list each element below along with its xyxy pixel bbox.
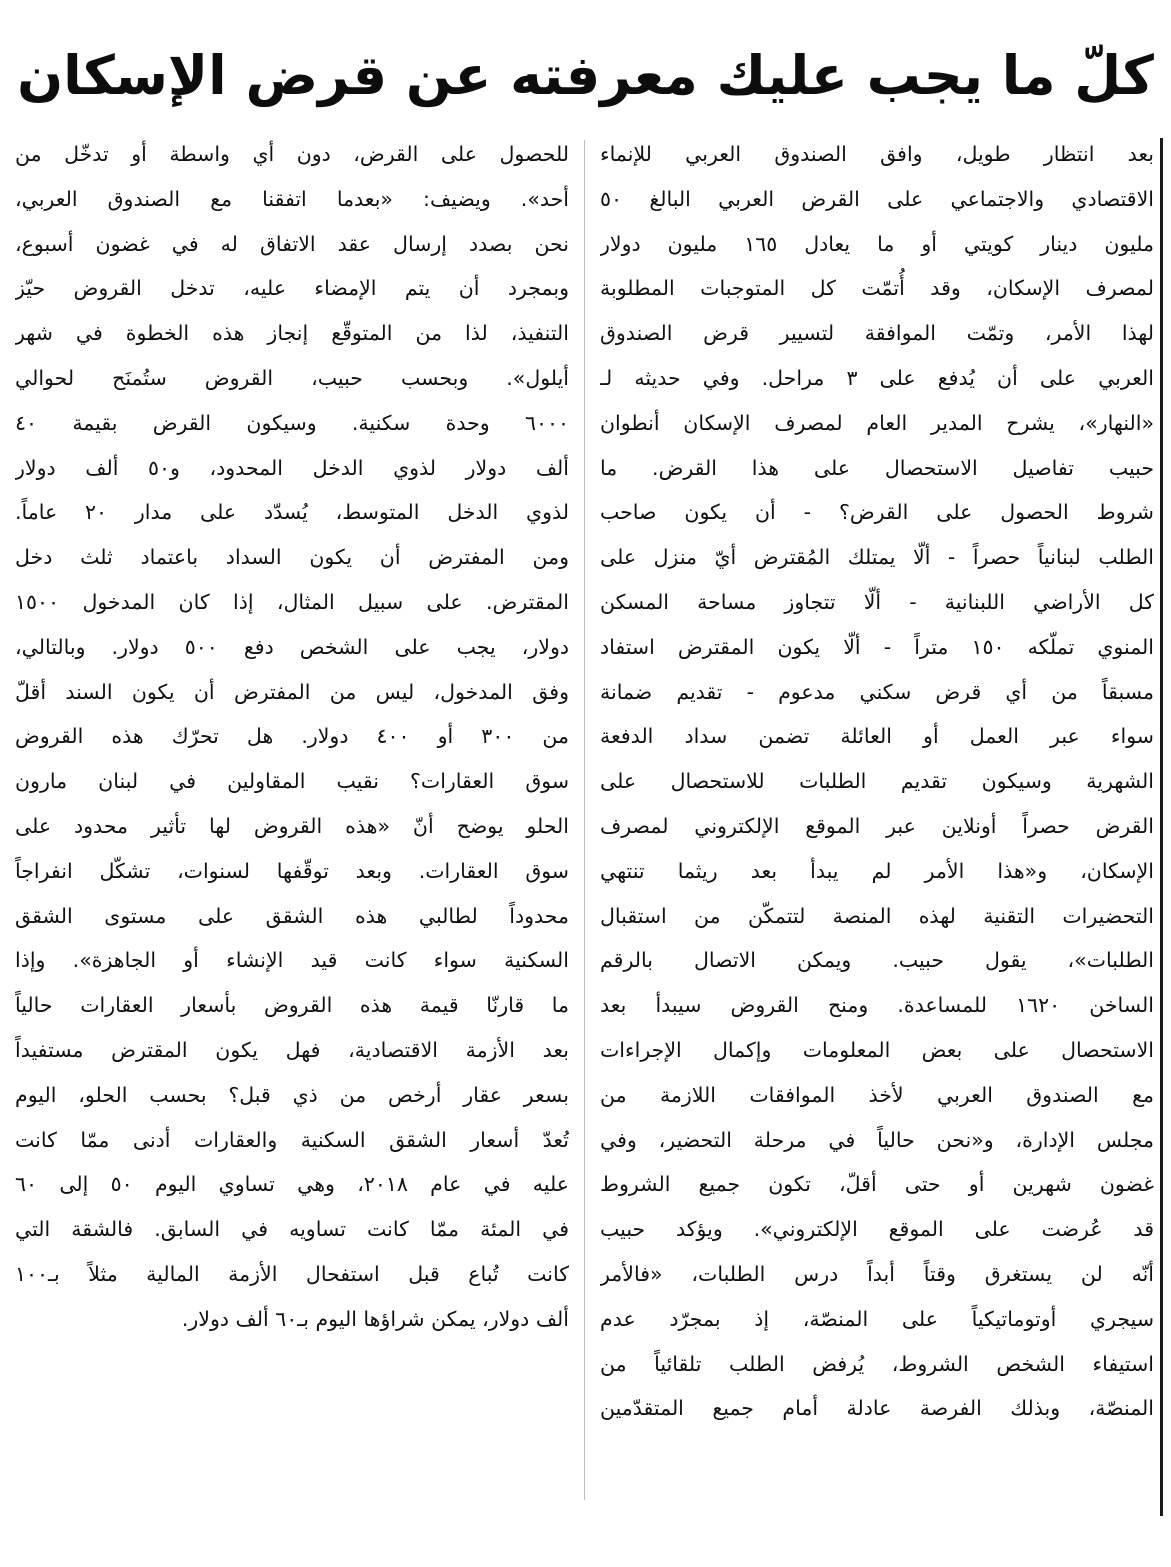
text-line: غضون شهرين أو حتى أقلّ، تكون جميع الشروط: [600, 1172, 1154, 1197]
text-line: نحن بصدد إرسال عقد الاتفاق له في غضون أسبوع،: [15, 231, 569, 256]
text-line: محدوداً لطالبي هذه الشقق على مستوى الشقق: [15, 903, 569, 928]
text-line: أنّه لن يستغرق وقتاً أبداً درس الطلبات، «فالأمر: [600, 1261, 1154, 1286]
text-line: سوق العقارات. وبعد توقّفها لسنوات، تشكّل انفراجاً: [15, 858, 569, 883]
text-line: سواء عبر العمل أو العائلة تضمن سداد الدفعة: [600, 724, 1154, 749]
text-line: الاستحصال على بعض المعلومات وإكمال الإجراءات: [600, 1037, 1154, 1062]
text-line: من ٣٠٠ أو ٤٠٠ دولار. هل تحرّك هذه القروض: [15, 724, 569, 749]
text-line: حبيب تفاصيل الاستحصال على هذا القرض. ما: [600, 455, 1154, 480]
text-line: لهذا الأمر، وتمّت الموافقة لتسيير قرض الصندوق: [600, 321, 1154, 346]
column-divider: [584, 140, 585, 1500]
text-line: الإسكان، و«هذا الأمر لم يبدأ بعد ريثما تنتهي: [600, 858, 1154, 883]
text-line: دولار، يجب على الشخص دفع ٥٠٠ دولار. وبالتالي،: [15, 634, 569, 659]
text-line: تُعدّ أسعار الشقق السكنية والعقارات أدنى ممّا كانت: [15, 1127, 569, 1152]
text-line: بسعر عقار أرخص من ذي قبل؟ بحسب الحلو، اليوم: [15, 1082, 569, 1107]
text-line: الطلبات»، يقول حبيب. ويمكن الاتصال بالرقم: [600, 948, 1154, 973]
text-line: مع الصندوق العربي لأخذ الموافقات اللازمة من: [600, 1082, 1154, 1107]
text-line: وبمجرد أن يتم الإمضاء عليه، تدخل القروض حيّز: [15, 276, 569, 301]
text-line: سيجري أوتوماتيكياً على المنصّة، إذ بمجرّد عدم: [600, 1306, 1154, 1331]
text-line: عليه في عام ٢٠١٨، وهي تساوي اليوم ٥٠ إلى ٦٠: [15, 1172, 569, 1197]
text-line: التنفيذ، لذا من المتوقّع إنجاز هذه الخطوة في شهر: [15, 321, 569, 346]
text-line: أيلول». وبحسب حبيب، القروض ستُمنَح لحوالي: [15, 365, 569, 390]
page-edge-bar: [1160, 138, 1163, 1516]
text-line: استيفاء الشخص الشروط، يُرفض الطلب تلقائياً من: [600, 1351, 1154, 1376]
text-line: المنصّة، وبذلك الفرصة عادلة أمام جميع المتقدّمين: [600, 1396, 1154, 1421]
text-line: بعد انتظار طويل، وافق الصندوق العربي للإنماء: [600, 142, 1154, 166]
text-line: ما قارنّا قيمة هذه القروض بأسعار العقارات حالياً: [15, 993, 569, 1018]
text-line: ألف دولار، يمكن شراؤها اليوم بـ٦٠ ألف دولار.: [181, 1306, 569, 1331]
text-line: العربي على أن يُدفع على ٣ مراحل. وفي حديثه لـ: [600, 365, 1154, 390]
column-right: [600, 132, 1154, 1532]
text-line: الطلب لبنانياً حصراً - ألّا يمتلك المُقترض أيّ منزل على: [600, 545, 1154, 570]
text-line: المنوي تملّكه ١٥٠ متراً - ألّا يكون المقترض استفاد: [600, 634, 1154, 659]
text-line: التحضيرات التقنية لهذه المنصة لتتمكّن من استقبال: [600, 903, 1154, 928]
text-line: للحصول على القرض، دون أي واسطة أو تدخّل من: [15, 142, 569, 166]
text-line: كل الأراضي اللبنانية - ألّا تتجاوز مساحة المسكن: [600, 589, 1154, 614]
text-line: الحلو يوضح أنّ «هذه القروض لها تأثير محدود على: [15, 813, 569, 838]
text-line: بعد الأزمة الاقتصادية، فهل يكون المقترض مستفيداً: [15, 1037, 569, 1062]
text-line: الاقتصادي والاجتماعي على القرض العربي البالغ ٥٠: [600, 186, 1154, 211]
text-line: ألف دولار لذوي الدخل المحدود، و٥٠ ألف دولار: [15, 455, 569, 480]
text-line: المقترض. على سبيل المثال، إذا كان المدخول ١٥٠٠: [15, 589, 569, 614]
text-line: «النهار»، يشرح المدير العام لمصرف الإسكان أنطوان: [600, 410, 1154, 435]
text-line: الساخن ١٦٢٠ للمساعدة. ومنح القروض سيبدأ بعد: [600, 993, 1154, 1018]
text-line: سوق العقارات؟ نقيب المقاولين في لبنان مارون: [15, 769, 569, 794]
text-line: لمصرف الإسكان، وقد أُتمّت كل المتوجبات المطلوبة: [600, 276, 1154, 301]
text-line: السكنية سواء كانت قيد الإنشاء أو الجاهزة». وإذا: [15, 948, 569, 973]
text-line: وفق المدخول، ليس من المفترض أن يكون السند أقلّ: [15, 679, 569, 704]
text-line: في المئة ممّا كانت تساويه في السابق. فالشقة التي: [15, 1217, 569, 1242]
text-line: مليون دينار كويتي أو ما يعادل ١٦٥ مليون دولار: [600, 231, 1154, 256]
column-left: [15, 132, 569, 1532]
text-line: مسبقاً من أي قرض سكني مدعوم - تقديم ضمانة: [600, 679, 1154, 704]
text-line: ٦٠٠٠ وحدة سكنية. وسيكون القرض بقيمة ٤٠: [15, 410, 569, 435]
headline: كلّ ما يجب عليك معرفته عن قرض الإسكان: [17, 44, 1154, 107]
text-line: شروط الحصول على القرض؟ - أن يكون صاحب: [600, 500, 1154, 525]
text-line: كانت تُباع قبل استفحال الأزمة المالية مثلاً بـ١٠٠: [15, 1261, 569, 1286]
text-line: ومن المفترض أن يكون السداد باعتماد ثلث دخل: [15, 545, 569, 570]
text-line: الشهرية وسيكون تقديم الطلبات للاستحصال على: [600, 769, 1154, 794]
text-line: أحد». ويضيف: «بعدما اتفقنا مع الصندوق العربي،: [15, 186, 569, 211]
text-line: القرض حصراً أونلاين عبر الموقع الإلكتروني لمصرف: [600, 813, 1154, 838]
text-line: لذوي الدخل المتوسط، يُسدّد على مدار ٢٠ عاماً.: [15, 500, 569, 525]
text-line: مجلس الإدارة، و«نحن حالياً في مرحلة التحضير، وفي: [600, 1127, 1154, 1152]
text-line: قد عُرضت على الموقع الإلكتروني». ويؤكد حبيب: [600, 1217, 1154, 1242]
